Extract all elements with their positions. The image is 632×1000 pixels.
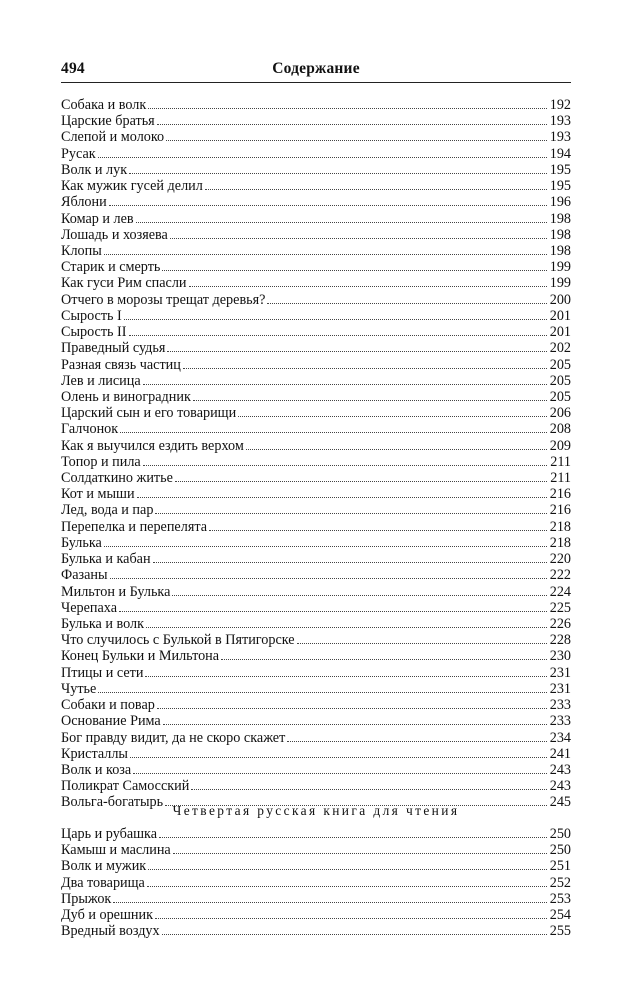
- dot-leader: [104, 243, 547, 255]
- toc-entry-page: 216: [549, 486, 571, 503]
- toc-entry: [61, 129, 571, 145]
- dot-leader: [267, 292, 546, 304]
- toc-entry: [61, 194, 571, 210]
- dot-leader: [113, 891, 546, 903]
- toc-entry: [61, 162, 571, 178]
- toc-entry-page: 205: [549, 388, 571, 405]
- toc-entry-title: Собака и волк: [61, 97, 147, 113]
- toc-entry-page: 198: [549, 226, 571, 243]
- toc-entry-title: Основание Рима: [61, 713, 161, 730]
- toc-entry-page: 200: [549, 291, 571, 308]
- toc-entry-page: 202: [549, 340, 571, 357]
- toc-entry-title: Яблони: [61, 194, 107, 211]
- toc-entry-title: Лошадь и хозяева: [61, 226, 168, 243]
- toc-entry: [61, 243, 571, 259]
- toc-entry: [61, 146, 571, 162]
- toc-entry-page: 192: [549, 97, 571, 113]
- toc-entry-title: Царь и рубашка: [61, 826, 158, 842]
- toc-entry-page: 245: [549, 794, 571, 811]
- dot-leader: [145, 665, 546, 677]
- dot-leader: [136, 211, 547, 223]
- dot-leader: [163, 713, 547, 725]
- toc-entry-title: Мильтон и Булька: [61, 583, 171, 600]
- toc-entry: [61, 421, 571, 437]
- toc-list: [61, 826, 571, 940]
- dot-leader: [183, 357, 547, 369]
- dot-leader: [124, 308, 547, 320]
- toc-entry: [61, 97, 571, 113]
- toc-entry-title: Булька: [61, 534, 102, 551]
- toc-entry-page: 241: [549, 745, 571, 762]
- dot-leader: [189, 275, 547, 287]
- toc-entry: [61, 842, 571, 858]
- toc-entry-title: Фазаны: [61, 567, 108, 584]
- toc-entry-title: Царский сын и его товарищи: [61, 405, 237, 422]
- toc-entry-title: Старик и смерть: [61, 259, 161, 276]
- dot-leader: [133, 762, 547, 774]
- dot-leader: [193, 389, 547, 401]
- toc-entry-page: 195: [549, 178, 571, 195]
- dot-leader: [287, 730, 546, 742]
- toc-entry-title: Как я выучился ездить верхом: [61, 437, 244, 454]
- toc-entry-page: 218: [549, 534, 571, 551]
- toc-entry-page: 226: [549, 616, 571, 632]
- toc-entry-title: Как гуси Рим спасли: [61, 275, 187, 292]
- toc-entry-title: Сырость II: [61, 324, 127, 341]
- toc-entry: [61, 324, 571, 340]
- dot-leader: [173, 842, 547, 854]
- toc-entry: [61, 762, 571, 778]
- dot-leader: [155, 502, 546, 514]
- toc-entry: [61, 730, 571, 746]
- page-header: [61, 60, 571, 83]
- toc-entry-page: 243: [549, 761, 571, 778]
- toc-entry-page: 234: [549, 729, 571, 746]
- toc-entry-page: 252: [549, 874, 571, 891]
- toc-entry: [61, 535, 571, 551]
- toc-entry-page: 231: [549, 664, 571, 681]
- toc-entry-title: Птицы и сети: [61, 664, 144, 681]
- toc-entry: [61, 567, 571, 583]
- toc-entry-title: Слепой и молоко: [61, 129, 165, 146]
- toc-entry-page: 250: [549, 842, 571, 859]
- toc-entry-page: 198: [549, 242, 571, 259]
- toc-entry-title: Царские братья: [61, 113, 155, 130]
- toc-entry-title: Конец Бульки и Мильтона: [61, 648, 220, 665]
- toc-entry-title: Дуб и орешник: [61, 907, 153, 924]
- toc-entry-title: Русак: [61, 145, 96, 162]
- toc-entry-page: 233: [549, 713, 571, 730]
- toc-entry: [61, 470, 571, 486]
- toc-entry: [61, 891, 571, 907]
- section-heading: Четвертая русская книга для чтения: [172, 803, 460, 818]
- toc-entry: [61, 357, 571, 373]
- toc-entry-page: 225: [549, 599, 571, 616]
- toc-entry: [61, 551, 571, 567]
- toc-entry-title: Отчего в морозы трещат деревья?: [61, 291, 266, 308]
- toc-entry-page: 193: [549, 113, 571, 130]
- running-title: Содержание: [272, 60, 360, 77]
- toc-entry-title: Солдаткино житье: [61, 470, 173, 487]
- toc-entry: [61, 113, 571, 129]
- dot-leader: [166, 129, 547, 141]
- toc-entry-page: 253: [549, 890, 571, 907]
- toc-entry: [61, 681, 571, 697]
- dot-leader: [191, 778, 546, 790]
- toc-entry: [61, 697, 571, 713]
- dot-leader: [148, 97, 547, 109]
- toc-entry: [61, 259, 571, 275]
- toc-entry: [61, 275, 571, 291]
- dot-leader: [209, 519, 547, 531]
- toc-entry: [61, 600, 571, 616]
- toc-entry: [61, 438, 571, 454]
- toc-entry: [61, 616, 571, 632]
- toc-entry-title: Топор и пила: [61, 453, 141, 470]
- dot-leader: [157, 113, 547, 125]
- toc-entry-page: 201: [549, 324, 571, 341]
- toc-entry: [61, 826, 571, 842]
- dot-leader: [175, 470, 547, 482]
- toc-entry: [61, 907, 571, 923]
- toc-entry: [61, 405, 571, 421]
- toc-entry-page: 208: [549, 421, 571, 438]
- dot-leader: [119, 600, 547, 612]
- toc-entry-title: Клопы: [61, 242, 102, 259]
- toc-entry-title: Камыш и маслина: [61, 842, 171, 859]
- toc-entry: [61, 178, 571, 194]
- dot-leader: [167, 340, 546, 352]
- toc-entry-page: 196: [549, 194, 571, 211]
- toc-entry-title: Прыжок: [61, 890, 112, 907]
- toc-entry: [61, 632, 571, 648]
- toc-entry-page: 193: [549, 129, 571, 146]
- page-number: 494: [61, 60, 85, 77]
- dot-leader: [297, 632, 547, 644]
- toc-entry-title: Сырость I: [61, 307, 122, 324]
- dot-leader: [148, 858, 547, 870]
- toc-entry-page: 254: [549, 907, 571, 924]
- toc-entry: [61, 373, 571, 389]
- dot-leader: [157, 697, 547, 709]
- toc-entry-page: 205: [549, 372, 571, 389]
- toc-entry-page: 198: [549, 210, 571, 227]
- dot-leader: [170, 227, 547, 239]
- toc-entry-title: Волк и коза: [61, 761, 132, 778]
- toc-entry: [61, 584, 571, 600]
- toc-entry: [61, 746, 571, 762]
- toc-entry-page: 206: [549, 405, 571, 422]
- toc-entry-page: 194: [549, 145, 571, 162]
- toc-entry-page: 211: [550, 453, 571, 470]
- toc-entry: [61, 211, 571, 227]
- toc-entry-title: Лев и лисица: [61, 372, 141, 389]
- toc-entry: [61, 502, 571, 518]
- toc-entry-title: Праведный судья: [61, 340, 166, 357]
- toc-entry-title: Чутье: [61, 680, 97, 697]
- toc-entry-title: Кот и мыши: [61, 486, 135, 503]
- toc-entry-title: Булька и кабан: [61, 551, 151, 568]
- toc-entry: [61, 858, 571, 874]
- toc-entry-title: Разная связь частиц: [61, 356, 181, 373]
- dot-leader: [143, 454, 548, 466]
- toc-entry-title: Лед, вода и пар: [61, 502, 154, 519]
- dot-leader: [129, 162, 547, 174]
- toc-entry-title: Булька и волк: [61, 616, 144, 632]
- toc-entry-title: Перепелка и перепелята: [61, 518, 208, 535]
- dot-leader: [146, 616, 547, 628]
- dot-leader: [162, 923, 547, 935]
- dot-leader: [98, 681, 546, 693]
- toc-entry-page: 211: [550, 470, 571, 487]
- toc-entry-title: Комар и лев: [61, 210, 134, 227]
- toc-list: [61, 97, 571, 811]
- dot-leader: [238, 405, 547, 417]
- toc-entry: [61, 875, 571, 891]
- dot-leader: [143, 373, 547, 385]
- toc-entry: [61, 340, 571, 356]
- toc-entry-page: 243: [549, 778, 571, 795]
- toc-entry-title: Черепаха: [61, 599, 118, 616]
- toc-entry-title: Волк и мужик: [61, 858, 147, 875]
- toc-entry-page: 224: [549, 583, 571, 600]
- toc-entry-title: Собаки и повар: [61, 697, 155, 714]
- toc-entry: [61, 454, 571, 470]
- toc-entry-page: 216: [549, 502, 571, 519]
- toc-entry: [61, 923, 571, 939]
- toc-entry: [61, 713, 571, 729]
- toc-entry-page: 231: [549, 680, 571, 697]
- dot-leader: [130, 746, 547, 758]
- toc-entry: [61, 389, 571, 405]
- toc-entry-page: 255: [549, 923, 571, 940]
- toc-entry-title: Что случилось с Булькой в Пятигорске: [61, 632, 295, 649]
- dot-leader: [172, 584, 546, 596]
- toc-entry-page: 233: [549, 697, 571, 714]
- toc-entry-title: Галчонок: [61, 421, 119, 438]
- toc-entry-page: 199: [549, 259, 571, 276]
- toc-entry-title: Вольга-богатырь: [61, 794, 164, 811]
- dot-leader: [205, 178, 547, 190]
- dot-leader: [98, 146, 547, 158]
- toc-entry-title: Как мужик гусей делил: [61, 178, 203, 195]
- dot-leader: [162, 259, 546, 271]
- toc-entry-title: Олень и виноградник: [61, 388, 191, 405]
- toc-entry-title: Бог правду видит, да не скоро скажет: [61, 729, 286, 746]
- dot-leader: [110, 567, 547, 579]
- toc-entry-page: 230: [549, 648, 571, 665]
- toc-entry-page: 250: [549, 826, 571, 842]
- dot-leader: [120, 421, 547, 433]
- toc-entry: [61, 648, 571, 664]
- dot-leader: [137, 486, 547, 498]
- dot-leader: [147, 875, 547, 887]
- toc-entry-title: Вредный воздух: [61, 923, 160, 940]
- toc-entry: [61, 665, 571, 681]
- toc-entry-title: Волк и лук: [61, 161, 128, 178]
- toc-entry-page: 205: [549, 356, 571, 373]
- dot-leader: [246, 438, 547, 450]
- toc-entry: [61, 778, 571, 794]
- toc-entry-page: 222: [549, 567, 571, 584]
- toc-entry-page: 228: [549, 632, 571, 649]
- toc-entry-page: 251: [549, 858, 571, 875]
- toc-entry: [61, 486, 571, 502]
- toc-entry-title: Два товарища: [61, 874, 145, 891]
- toc-entry: [61, 292, 571, 308]
- dot-leader: [153, 551, 547, 563]
- dot-leader: [159, 826, 547, 838]
- toc-entry-page: 209: [549, 437, 571, 454]
- dot-leader: [129, 324, 547, 336]
- dot-leader: [104, 535, 547, 547]
- toc-entry: [61, 227, 571, 243]
- toc-entry: [61, 308, 571, 324]
- toc-entry-title: Поликрат Самосский: [61, 778, 190, 795]
- toc-entry-page: 201: [549, 307, 571, 324]
- dot-leader: [155, 907, 547, 919]
- dot-leader: [221, 648, 547, 660]
- toc-entry-page: 220: [549, 551, 571, 568]
- toc-entry-page: 218: [549, 518, 571, 535]
- toc-entry-page: 195: [549, 161, 571, 178]
- toc-entry: [61, 519, 571, 535]
- dot-leader: [109, 194, 547, 206]
- toc-entry-page: 199: [549, 275, 571, 292]
- toc-entry-title: Кристаллы: [61, 745, 128, 762]
